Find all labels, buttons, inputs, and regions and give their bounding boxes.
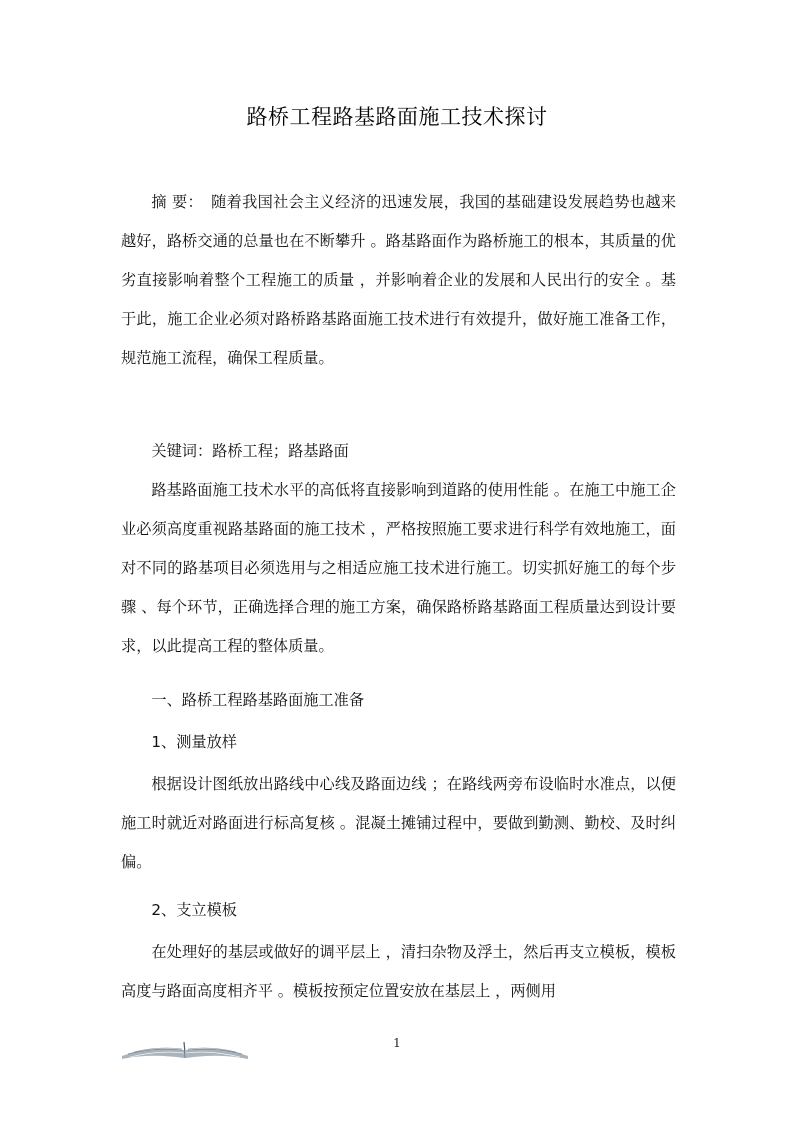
formwork-paragraph: 在处理好的基层或做好的调平层上 ，清扫杂物及浮土，然后再支立模板，模板高度与路面高度相齐平 。模板按预定位置安放在基层上 ，两侧用: [121, 943, 676, 1000]
keywords-line: 关键词：路桥工程；路基路面: [151, 442, 349, 460]
open-book-icon: [120, 1038, 250, 1060]
subsection-heading-formwork: 2、支立模板: [151, 901, 237, 919]
subsection-heading-survey: 1、测量放样: [151, 733, 237, 751]
abstract-paragraph: [121, 183, 676, 378]
intro-paragraph: 路基路面施工技术水平的高低将直接影响到道路的使用性能 。在施工中施工企业必须高度重视路基路面的施工技术 ，严格按照施工要求进行科学有效地施工，面对不同的路基项目必须选用与之相适应施工技术进行施工。切实抓好施工的每个步骤 、每个环节，正确选择合理的施工方案，确保路桥路基路面工程质量达到设计要求，以此提高工程的整体质量。: [121, 481, 676, 655]
survey-paragraph: 根据设计图纸放出路线中心线及路面边线 ；在路线两旁布设临时水准点，以便施工时就近对路面进行标高复核 。混凝土摊铺过程中，要做到勤测、勤校、及时纠偏。: [121, 775, 676, 871]
section-heading: 一、路桥工程路基路面施工准备: [151, 691, 365, 709]
page-number: 1: [393, 1036, 401, 1050]
abstract-text: 随着我国社会主义经济的迅速发展，我国的基础建设发展趋势也越来越好，路桥交通的总量也在不断攀升 。路基路面作为路桥施工的根本，其质量的优劣直接影响着整个工程施工的质量 ，并影响着企业的发展和人民出行的安全 。基于此，施工企业必须对路桥路基路面施工技术进行有效提升，做好施工准备工作，规范施工流程，确保工程质量。: [121, 193, 677, 367]
document-title: 路桥工程路基路面施工技术探讨: [246, 105, 548, 129]
abstract-label: 摘 要：: [151, 193, 204, 211]
